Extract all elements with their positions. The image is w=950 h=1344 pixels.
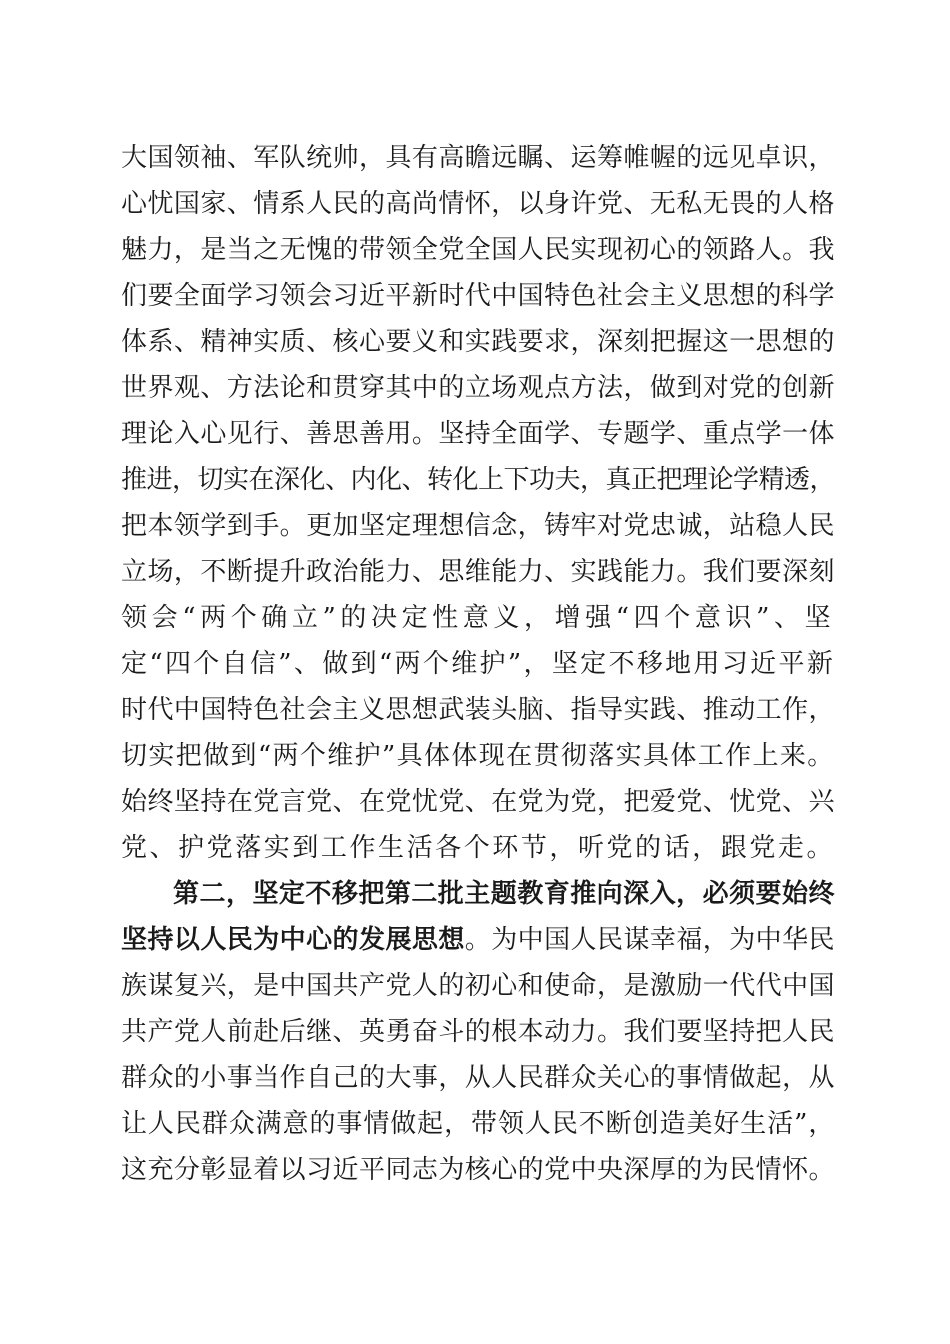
text-line: 魅力，是当之无愧的带领全党全国人民实现初心的领路人。我 bbox=[121, 235, 836, 265]
text-line: 心忧国家、情系人民的高尚情怀，以身许党、无私无畏的人格 bbox=[121, 189, 836, 219]
text-line: 们要全面学习领会习近平新时代中国特色社会主义思想的科学 bbox=[121, 281, 836, 311]
text-line: 领会“两个确立”的决定性意义，增强“四个意识”、坚 bbox=[121, 603, 836, 633]
section-heading-continuation: 坚持以人民为中心的发展思想 bbox=[121, 925, 465, 955]
text-line: 推进，切实在深化、内化、转化上下功夫，真正把理论学精透， bbox=[121, 465, 836, 495]
text-line: 时代中国特色社会主义思想武装头脑、指导实践、推动工作， bbox=[121, 695, 836, 725]
section-heading-line: 第二，坚定不移把第二批主题教育推向深入，必须要始终 bbox=[173, 879, 836, 909]
text-line: 立场，不断提升政治能力、思维能力、实践能力。我们要深刻 bbox=[121, 557, 836, 587]
text-line: 体系、精神实质、核心要义和实践要求，深刻把握这一思想的 bbox=[121, 327, 836, 357]
text-line bbox=[121, 919, 835, 961]
text-span: 。为中国人民谋幸福，为中华民 bbox=[464, 925, 836, 955]
text-line: 党、护党落实到工作生活各个环节，听党的话，跟党走。 bbox=[121, 833, 836, 863]
text-line: 世界观、方法论和贯穿其中的立场观点方法，做到对党的创新 bbox=[121, 373, 836, 403]
text-line: 这充分彰显着以习近平同志为核心的党中央深厚的为民情怀。 bbox=[121, 1155, 836, 1185]
text-line: 切实把做到“两个维护”具体体现在贯彻落实具体工作上来。 bbox=[121, 741, 835, 771]
text-line: 大国领袖、军队统帅，具有高瞻远瞩、运筹帷幄的远见卓识， bbox=[121, 143, 836, 173]
text-line: 族谋复兴，是中国共产党人的初心和使命，是激励一代代中国 bbox=[121, 971, 836, 1001]
text-line: 让人民群众满意的事情做起，带领人民不断创造美好生活”， bbox=[121, 1109, 836, 1139]
text-line: 理论入心见行、善思善用。坚持全面学、专题学、重点学一体 bbox=[121, 419, 836, 449]
text-line: 把本领学到手。更加坚定理想信念，铸牢对党忠诚，站稳人民 bbox=[121, 511, 836, 541]
text-line: 始终坚持在党言党、在党忧党、在党为党，把爱党、忧党、兴 bbox=[121, 787, 836, 817]
text-line: 群众的小事当作自己的大事，从人民群众关心的事情做起，从 bbox=[121, 1063, 836, 1093]
text-line: 定“四个自信”、做到“两个维护”，坚定不移地用习近平新 bbox=[121, 649, 836, 679]
text-line: 共产党人前赴后继、英勇奋斗的根本动力。我们要坚持把人民 bbox=[121, 1017, 836, 1047]
